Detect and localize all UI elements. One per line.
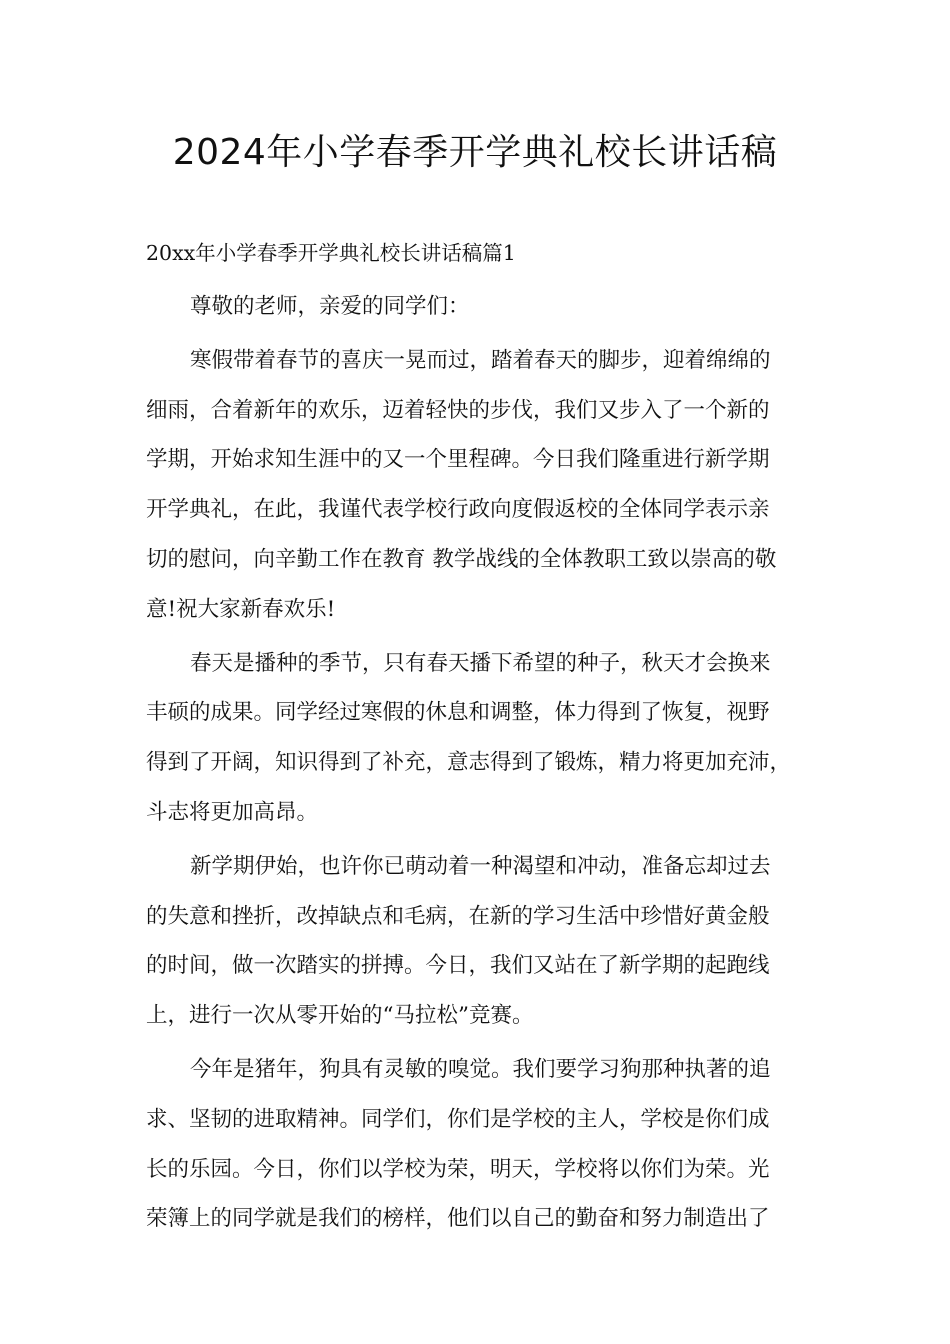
document-subtitle: 20xx年小学春季开学典礼校长讲话稿篇1 xyxy=(146,241,516,265)
paragraph-line: 新学期伊始，也许你已萌动着一种渴望和冲动，准备忘却过去 xyxy=(190,853,771,879)
paragraph-line: 细雨，合着新年的欢乐，迈着轻快的步伐，我们又步入了一个新的 xyxy=(146,397,770,423)
paragraph xyxy=(146,842,822,1041)
document-title: 2024年小学春季开学典礼校长讲话稿 xyxy=(172,132,778,173)
paragraph-line: 尊敬的老师，亲爱的同学们： xyxy=(190,294,470,319)
paragraph-line: 学期，开始求知生涯中的又一个里程碑。今日我们隆重进行新学期 xyxy=(146,447,770,473)
paragraph-line: 求、坚韧的进取精神。同学们，你们是学校的主人，学校是你们成 xyxy=(146,1106,770,1132)
paragraph-line: 切的慰问，向辛勤工作在教育 教学战线的全体教职工致以崇高的敬 xyxy=(146,546,777,572)
paragraph-line: 开学典礼，在此，我谨代表学校行政向度假返校的全体同学表示亲 xyxy=(146,497,770,523)
paragraph-line: 斗志将更加高昂。 xyxy=(146,799,319,825)
paragraph-line: 的时间，做一次踏实的拼搏。今日，我们又站在了新学期的起跑线 xyxy=(146,953,770,979)
document-body xyxy=(146,282,822,1248)
paragraph xyxy=(146,639,822,838)
paragraph-line: 意!祝大家新春欢乐! xyxy=(146,596,336,622)
paragraph xyxy=(146,282,822,332)
paragraph-line: 上，进行一次从零开始的“马拉松”竞赛。 xyxy=(146,1003,534,1029)
paragraph-line: 得到了开阔，知识得到了补充，意志得到了锻炼，精力将更加充沛， xyxy=(146,750,792,776)
paragraph-line: 今年是猪年，狗具有灵敏的嗅觉。我们要学习狗那种执著的追 xyxy=(190,1056,771,1082)
paragraph-line: 春天是播种的季节，只有春天播下希望的种子，秋天才会换来 xyxy=(190,650,771,676)
paragraph-line: 长的乐园。今日，你们以学校为荣，明天，学校将以你们为荣。光 xyxy=(146,1156,770,1182)
paragraph-line: 的失意和挫折，改掉缺点和毛病，在新的学习生活中珍惜好黄金般 xyxy=(146,903,770,929)
paragraph-line: 荣簿上的同学就是我们的榜样，他们以自己的勤奋和努力制造出了 xyxy=(146,1206,770,1232)
paragraph xyxy=(146,1045,822,1244)
paragraph-line: 丰硕的成果。同学经过寒假的休息和调整，体力得到了恢复，视野 xyxy=(146,700,770,726)
paragraph-line: 寒假带着春节的喜庆一晃而过，踏着春天的脚步，迎着绵绵的 xyxy=(190,347,771,373)
paragraph xyxy=(146,336,822,635)
